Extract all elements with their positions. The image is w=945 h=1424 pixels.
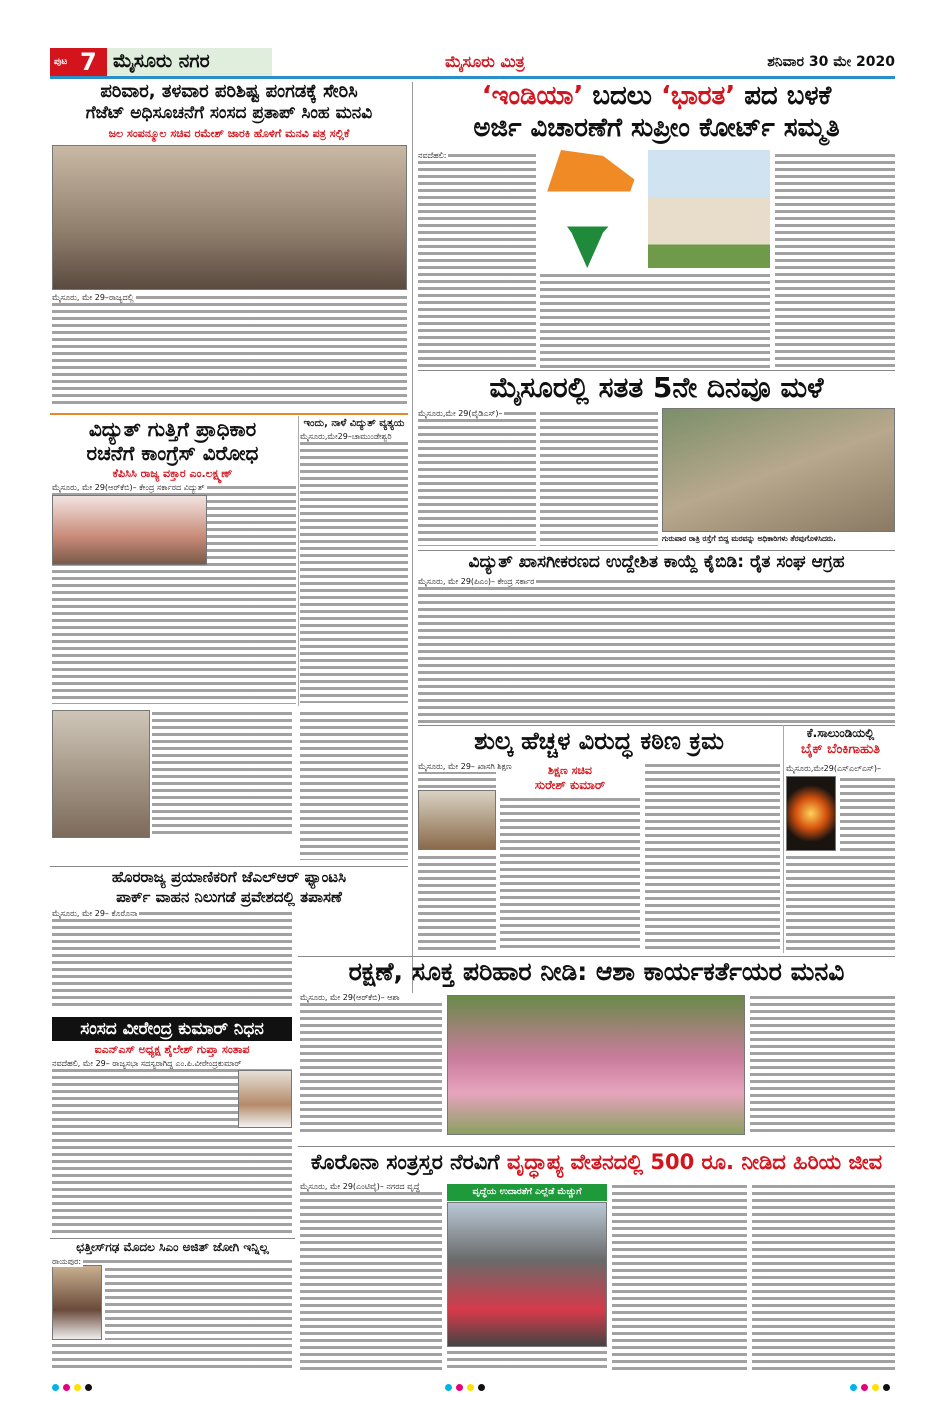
sidebar-headline: ಕೆ.ಸಾಲುಂಡಿಯಲ್ಲಿ [806, 726, 875, 740]
photo-asha-workers [447, 995, 745, 1135]
headline-part: ‘ಇಂಡಿಯಾ’ [481, 81, 584, 111]
article-body [612, 1183, 747, 1370]
dateline: ಮೈಸೂರು, ಮೇ 29(ಎಂಟಿವೈ)– ನಗರದ ವೃದ್ಧೆ [300, 1182, 442, 1192]
article-body [300, 1183, 442, 1370]
dateline: ಮೈಸೂರು,ಮೇ29(ಎಸ್‌ಎಲ್‌ಎಸ್)– [786, 764, 895, 774]
article-body [840, 776, 895, 851]
headline [298, 1150, 895, 1174]
article-body [52, 1342, 292, 1370]
article-body [750, 994, 895, 1136]
headline: ವಿದ್ಯುತ್ ಖಾಸಗೀಕರಣದ ಉದ್ದೇಶಿತ ಕಾಯ್ದೆ ಕೈಬಿಡಿ: ರೈತ ಸಂಘ ಆಗ್ರಹ [468, 552, 845, 572]
article-body [418, 152, 536, 368]
headline-part: ಕೊರೊನಾ ಸಂತ್ರಸ್ತರ ನೆರವಿಗೆ [310, 1150, 507, 1174]
article-body [786, 854, 895, 951]
photo-ajit-jogi [52, 1265, 102, 1340]
article-body [645, 762, 780, 951]
color-registration-marks [445, 1376, 489, 1395]
header-rule [50, 76, 895, 79]
headline-part: ಬದಲು [583, 81, 661, 111]
photo-caption [152, 710, 292, 838]
highlight-text: ವೃದ್ಧೆಯ ಉದಾರತೆಗೆ ಎಲ್ಲೆಡೆ ಮೆಚ್ಚುಗೆ [472, 1187, 582, 1197]
subheadline: ಶಿಕ್ಷಣ ಸಚಿವ [548, 764, 592, 777]
section-title: ಮೈಸೂರು ನಗರ [107, 48, 272, 76]
article-body [418, 854, 496, 951]
headline: ಹೊರರಾಜ್ಯ ಪ್ರಯಾಣಿಕರಿಗೆ ಜೆಎಲ್‌ಆರ್ ಫ್ಯಾಂಟಸಿ [111, 868, 347, 886]
column-divider [412, 82, 413, 1002]
dateline: ಮೈಸೂರು,ಮೇ29–ಚಾಮುಂಡೇಶ್ವರಿ [300, 432, 408, 442]
photo-caption: ಗುರುವಾರ ರಾತ್ರಿ ರಸ್ತೆಗೆ ಬಿದ್ದ ಮರವನ್ನು ಅಧಿಕಾರಿಗಳು ತೆರವುಗೊಳಿಸಿದರು. [662, 534, 836, 543]
photo-congress-workers [52, 710, 150, 838]
supreme-court-image [648, 150, 770, 268]
article-body [52, 1258, 292, 1264]
color-registration-marks [850, 1376, 894, 1395]
page-number-box [50, 48, 107, 76]
dateline: ಮೈಸೂರು, ಮೇ 29–ರಾಜ್ಯದಲ್ಲಿ [52, 293, 134, 302]
article-body [300, 710, 408, 860]
headline: ಪರಿವಾರ, ತಳವಾರ ಪರಿಶಿಷ್ಟ ಪಂಗಡಕ್ಕೆ ಸೇರಿಸಿ [100, 81, 358, 102]
headline [418, 82, 895, 112]
photo-bike-fire [786, 776, 836, 851]
sidebar-headline: ಬೈಕ್ ಬೆಂಕಿಗಾಹುತಿ [800, 742, 881, 757]
headline: ಮೈಸೂರಲ್ಲಿ ಸತತ 5ನೇ ದಿನವೂ ಮಳೆ [489, 371, 824, 404]
headline-box [52, 1017, 292, 1041]
photo-fallen-tree [662, 408, 895, 532]
india-map-image [540, 150, 645, 268]
subheadline: ಜಲ ಸಂಪನ್ಮೂಲ ಸಚಿವ ರಮೇಶ್ ಜಾರಕಿ ಹೊಳಿಗೆ ಮನವಿ ಪತ್ರ ಸಲ್ಲಿಕೆ [108, 127, 350, 140]
article-body [105, 1266, 292, 1340]
page-label: ಪುಟ [54, 57, 68, 67]
headline-part: ವೃದ್ಧಾಪ್ಯ ವೇತನದಲ್ಲಿ 500 ರೂ. ನೀಡಿದ ಹಿರಿಯ ಜೀವ [506, 1150, 883, 1174]
article-body [540, 272, 770, 368]
article-body [500, 796, 640, 951]
dateline: ಮೈಸೂರು, ಮೇ 29– ಕೊರೊನಾ [52, 909, 138, 918]
dateline: ಮೈಸೂರು, ಮೇ 29(ಪಿಎಂ)– ಕೇಂದ್ರ ಸರ್ಕಾರ [418, 577, 535, 586]
headline: ರಚನೆಗೆ ಕಾಂಗ್ರೆಸ್ ವಿರೋಧ [86, 441, 259, 465]
headline-part: ಪದ ಬಳಕೆ [735, 81, 832, 111]
highlight-box [447, 1184, 607, 1201]
page-number: 7 [80, 48, 97, 76]
dateline: ಮೈಸೂರು, ಮೇ 29(ಆರ್‌ಕೆಬಿ)– ಕೇಂದ್ರ ಸರ್ಕಾರದ ವಿದ್ಯುತ್ [52, 483, 205, 492]
photo-press-meet [52, 495, 207, 565]
article-body [540, 410, 658, 546]
headline: ಅರ್ಜಿ ವಿಚಾರಣೆಗೆ ಸುಪ್ರೀಂ ಕೋರ್ಟ್ ಸಮ್ಮತಿ [473, 113, 840, 143]
headline: ಸಂಸದ ವೀರೇಂದ್ರ ಕುಮಾರ್ ನಿಧನ [80, 1019, 264, 1039]
article-body [52, 294, 407, 406]
article-body [775, 152, 895, 368]
article-body [52, 910, 292, 1010]
photo-mp-petition [52, 145, 407, 290]
dateline: ಮೈಸೂರು, ಮೇ 29(ಆರ್‌ಕೆಬಿ)– ಆಶಾ [300, 993, 442, 1003]
headline-part: ‘ಭಾರತ’ [660, 81, 736, 111]
headline: ಗೆಜೆಟ್ ಅಧಿಸೂಚನೆಗೆ ಸಂಸದ ಪ್ರತಾಪ್ ಸಿಂಹ ಮನವಿ [85, 103, 373, 123]
photo-veerendra-kumar [238, 1070, 292, 1128]
subheadline: ಸುರೇಶ್ ಕುಮಾರ್ [534, 778, 606, 792]
article-body [300, 994, 442, 1136]
headline: ಶುಲ್ಕ ಹೆಚ್ಚಳ ವಿರುದ್ಧ ಕಠಿಣ ಕ್ರಮ [474, 727, 724, 755]
article-body [418, 410, 536, 546]
dateline: ಮೈಸೂರು,ಮೇ 29(ವೈಡಿಎಸ್)– [418, 409, 503, 418]
article-body [300, 433, 408, 703]
photo-caption [447, 1349, 607, 1369]
subheadline: ಕೆಪಿಸಿಸಿ ರಾಜ್ಯ ವಕ್ತಾರ ಎಂ.ಲಕ್ಷ್ಮಣ್ [112, 467, 233, 480]
headline: ರಕ್ಷಣೆ, ಸೂಕ್ತ ಪರಿಹಾರ ನೀಡಿ: ಆಶಾ ಕಾರ್ಯಕರ್ತೆಯರ ಮನವಿ [348, 957, 845, 986]
photo-minister [418, 790, 496, 850]
dateline: ರಾಯಪುರ: [52, 1257, 82, 1266]
dateline: ಮೈಸೂರು, ಮೇ 29– ಖಾಸಗಿ ಶಿಕ್ಷಣ [418, 762, 512, 771]
dateline: ನವದೆಹಲಿ: [418, 151, 447, 160]
subheadline: ಐಎನ್‌ಎಸ್ ಅಧ್ಯಕ್ಷ ಶೈಲೇಶ್ ಗುಪ್ತಾ ಸಂತಾಪ [94, 1043, 250, 1056]
headline: ವಿದ್ಯುತ್ ಗುತ್ತಿಗೆ ಪ್ರಾಧಿಕಾರ [88, 417, 257, 441]
article-body [752, 1183, 895, 1370]
sidebar-headline: ಇಂದು, ನಾಳೆ ವಿದ್ಯುತ್ ವ್ಯತ್ಯಯ [303, 418, 405, 429]
color-registration-marks [52, 1376, 96, 1395]
issue-date: ಶನಿವಾರ 30 ಮೇ 2020 [767, 54, 895, 70]
headline: ಛತ್ತೀಸ್‌ಗಢ ಮೊದಲ ಸಿಎಂ ಅಜಿತ್ ಜೋಗಿ ಇನ್ನಿಲ್ಲ [76, 1240, 269, 1254]
article-body [418, 578, 895, 723]
masthead-logo: ಮೈಸೂರು ಮಿತ್ರ [445, 52, 525, 71]
headline: ಪಾರ್ಕ್ ವಾಹನ ನಿಲುಗಡೆ ಪ್ರವೇಶದಲ್ಲಿ ತಪಾಸಣೆ [116, 888, 342, 906]
dateline: ನವದೆಹಲಿ, ಮೇ 29– ರಾಜ್ಯಸಭಾ ಸದಸ್ಯರಾಗಿದ್ದ ಎಂ.ಪಿ.ವೀರೇಂದ್ರಕುಮಾರ್ [52, 1059, 292, 1069]
photo-elderly-woman [447, 1202, 607, 1347]
